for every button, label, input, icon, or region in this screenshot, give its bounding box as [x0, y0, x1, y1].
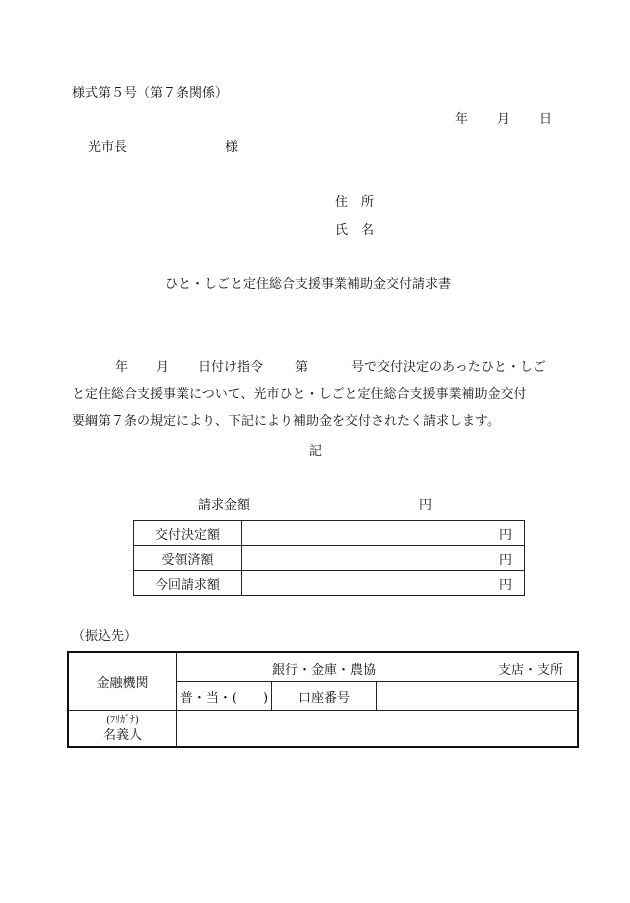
bank-name-field[interactable] — [177, 652, 579, 682]
holder-name-field[interactable] — [177, 711, 579, 748]
table-row — [134, 546, 525, 571]
institution-label: 金融機関 — [68, 652, 177, 711]
holder-label: 名義人 — [102, 727, 142, 743]
body-line3: 要綱第７条の規定により、下記により補助金を交付されたく請求します。 — [72, 414, 500, 429]
account-number-field[interactable] — [377, 682, 579, 711]
ki-mark: 記 — [309, 444, 323, 459]
amount-unit[interactable]: 円 — [242, 571, 525, 596]
name-label: 氏 名 — [335, 223, 375, 238]
body-l1-year: 年 — [115, 360, 129, 375]
date-year: 年 — [455, 112, 469, 127]
bank-table — [67, 651, 579, 748]
addressee-honorific: 様 — [225, 140, 239, 155]
amount-label: 今回請求額 — [134, 571, 242, 596]
body-l1-month: 月 — [156, 360, 170, 375]
transfer-label: （振込先） — [72, 629, 138, 644]
amount-unit[interactable]: 円 — [242, 521, 525, 546]
addressee-name: 光市長 — [88, 140, 128, 155]
date-month: 月 — [497, 112, 511, 127]
body-l1-no-prefix: 第 — [295, 360, 309, 375]
address-label: 住 所 — [335, 195, 375, 210]
amount-label: 交付決定額 — [134, 521, 242, 546]
furigana-label: (ﾌﾘｶﾞﾅ) — [106, 714, 139, 726]
bank-types: 銀行・金庫・農協 — [272, 663, 377, 678]
body-l1-ref: 日付け指令 — [198, 360, 264, 375]
amount-unit[interactable]: 円 — [242, 546, 525, 571]
request-amount-label: 請求金額 — [198, 498, 251, 513]
document-title: ひと・しごと定住総合支援事業補助金交付請求書 — [165, 277, 452, 292]
amount-label: 受領済額 — [134, 546, 242, 571]
form-number: 様式第５号（第７条関係） — [72, 86, 229, 101]
request-amount-unit: 円 — [419, 498, 433, 513]
account-number-label: 口座番号 — [272, 682, 377, 711]
table-row — [134, 521, 525, 546]
branch-types: 支店・支所 — [497, 663, 563, 678]
date-day: 日 — [539, 112, 553, 127]
body-l1-rest: 号で交付決定のあったひと・しご — [351, 360, 546, 375]
amount-table — [133, 520, 525, 596]
holder-label-cell — [68, 711, 177, 748]
account-type[interactable]: 普・当・( ) — [177, 682, 272, 711]
body-line2: と定住総合支援事業について、光市ひと・しごと定住総合支援事業補助金交付 — [72, 387, 527, 402]
table-row — [134, 571, 525, 596]
